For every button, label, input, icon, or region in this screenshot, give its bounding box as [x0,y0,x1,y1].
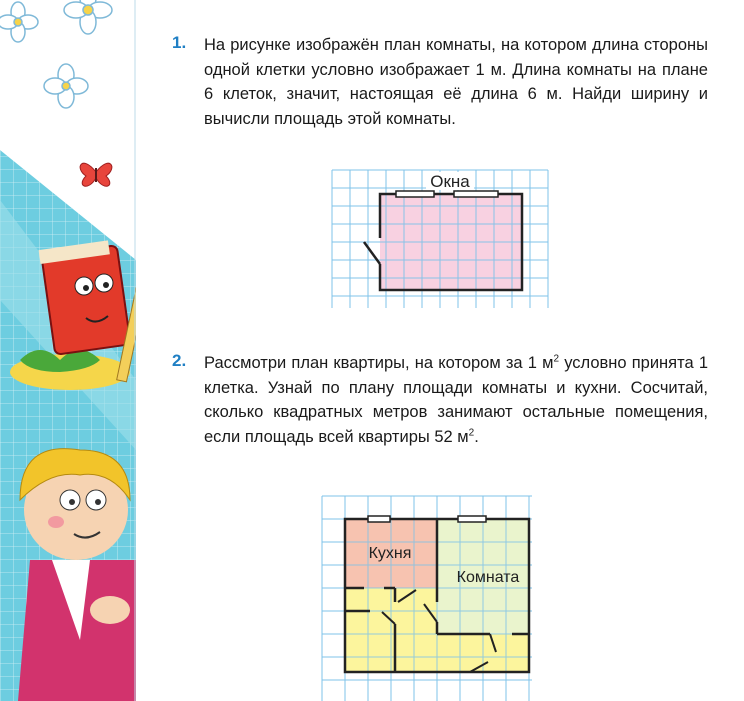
decorative-sidebar [0,0,136,701]
problem-number: 2. [172,351,187,370]
kitchen-label: Кухня [368,545,412,562]
room-plan-figure [330,168,552,310]
living-room-label: Комната [456,569,520,586]
problem-2 [172,351,708,449]
door [364,242,380,264]
problem-text: Рассмотри план квартиры, на котором за 1 $м^2$ условно принята 1 клетка. Узнай по плану площади комнаты и кухни. Сосчитай, сколько квадратных метров занимают остальные помещения, если площадь всей квартиры 52 $м^2$. [204,353,708,446]
problem-text: На рисунке изображён план комнаты, на котором длина стороны одной клетки условно изображает 1 м. Длина комнаты на плане 6 клеток, значит, настоящая её длина 6 м. Найди ширину и вычисли площадь этой комнаты. [204,36,708,128]
apartment-plan-figure [320,492,534,701]
problem-1 [172,33,708,131]
window-label: Окна [430,172,470,191]
sidebar-illustration [0,0,136,701]
problem-number: 1. [172,33,187,52]
boy-character-icon [18,449,136,701]
